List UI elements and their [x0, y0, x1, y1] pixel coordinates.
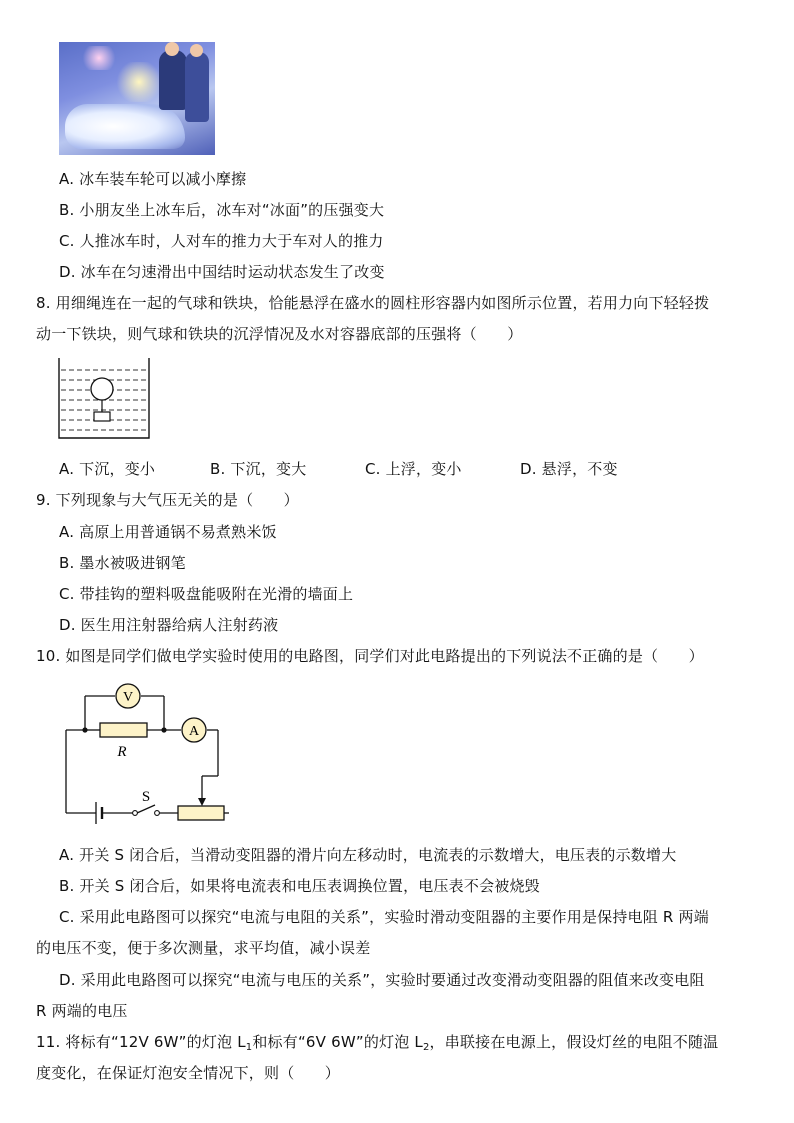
q7-option-c: C. 人推冰车时，人对车的推力大于车对人的推力 [59, 232, 384, 250]
q7-option-d: D. 冰车在匀速滑出中国结时运动状态发生了改变 [59, 263, 385, 281]
ice-sled-shape [65, 104, 185, 149]
rheostat-shape [178, 806, 224, 820]
q8-option-a: A. 下沉，变小 [59, 460, 156, 478]
q11-subscript-2: 2 [422, 1042, 430, 1053]
person-figure [159, 50, 187, 110]
q11-stem-part1: 11. 将标有“12V 6W”的灯泡 L [36, 1033, 246, 1051]
q7-option-b: B. 小朋友坐上冰车后，冰车对“冰面”的压强变大 [59, 201, 385, 219]
q11-stem-line1 [36, 1032, 718, 1058]
q8-option-c: C. 上浮，变小 [365, 460, 462, 478]
switch-label: S [141, 789, 151, 805]
q10-option-c-line2: 的电压不变，便于多次测量，求平均值，减小误差 [36, 939, 371, 957]
q10-stem: 10. 如图是同学们做电学实验时使用的电路图，同学们对此电路提出的下列说法不正确的是（ ） [36, 647, 704, 665]
q9-stem: 9. 下列现象与大气压无关的是（ ） [36, 491, 299, 509]
q10-circuit-diagram [60, 680, 235, 832]
photo-decoration [79, 46, 119, 70]
person-head [165, 42, 179, 56]
resistor-shape [100, 723, 147, 737]
q10-option-b: B. 开关 S 闭合后，如果将电流表和电压表调换位置，电压表不会被烧毁 [59, 877, 540, 895]
q10-option-d-line1: D. 采用此电路图可以探究“电流与电压的关系”，实验时要通过改变滑动变阻器的阻值来改变电阻 [59, 971, 705, 989]
q10-option-c-line1: C. 采用此电路图可以探究“电流与电阻的关系”，实验时滑动变阻器的主要作用是保持电阻 R 两端 [59, 908, 709, 926]
q11-stem-part2: 和标有“6V 6W”的灯泡 L [252, 1033, 423, 1051]
q8-stem-line2: 动一下铁块，则气球和铁块的沉浮情况及水对容器底部的压强将（ ） [36, 325, 523, 343]
person-head [190, 44, 203, 57]
q9-option-a: A. 高原上用普通锅不易煮熟米饭 [59, 523, 277, 541]
balloon-shape [91, 378, 113, 400]
q8-stem-line1: 8. 用细绳连在一起的气球和铁块，恰能悬浮在盛水的圆柱形容器内如图所示位置，若用力向下轻轻拨 [36, 294, 710, 312]
q7-option-a: A. 冰车装车轮可以减小摩擦 [59, 170, 247, 188]
q11-stem-part3: ，串联接在电源上，假设灯丝的电阻不随温 [429, 1033, 719, 1051]
q9-option-c: C. 带挂钩的塑料吸盘能吸附在光滑的墙面上 [59, 585, 354, 603]
q10-option-a: A. 开关 S 闭合后，当滑动变阻器的滑片向左移动时，电流表的示数增大，电压表的示数增大 [59, 846, 677, 864]
ice-sled-photo [59, 42, 215, 155]
ammeter-label: A [188, 724, 200, 739]
q10-option-d-line2: R 两端的电压 [36, 1002, 128, 1020]
q9-option-d: D. 医生用注射器给病人注射药液 [59, 616, 279, 634]
photo-decoration [114, 62, 164, 102]
q9-option-b: B. 墨水被吸进钢笔 [59, 554, 186, 572]
iron-block-shape [94, 412, 110, 421]
voltmeter-label: V [122, 690, 134, 705]
q8-option-b: B. 下沉，变大 [210, 460, 307, 478]
q8-option-d: D. 悬浮，不变 [520, 460, 618, 478]
q11-subscript-1: 1 [245, 1042, 253, 1053]
person-figure [185, 52, 209, 122]
q8-container-figure [56, 356, 152, 442]
q11-stem-line2: 度变化，在保证灯泡安全情况下，则（ ） [36, 1064, 341, 1082]
resistor-label: R [117, 744, 127, 760]
